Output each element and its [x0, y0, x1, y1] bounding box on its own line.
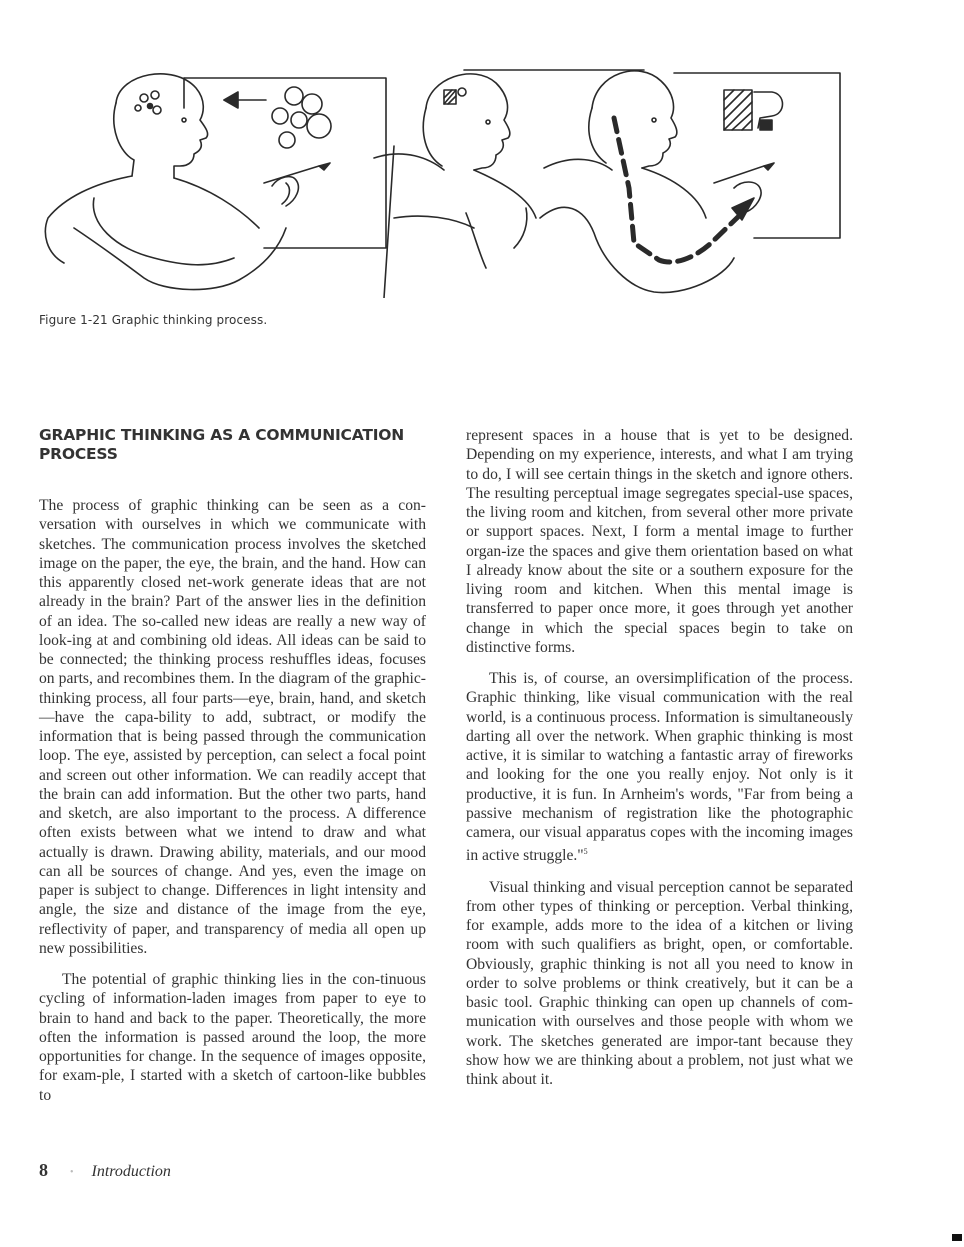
right-column [466, 426, 853, 1101]
paragraph-4: Visual thinking and visual perception cannot be separated from other types of thinking or perception. Verbal thinking, for example, adds more to the idea of a kitchen or living room with such qualifiers as bright, open, or comfortable. Obviously, graphic thinking is not all you need to know in order to solve problems or think creatively, but it can be a basic tool. Graphic thinking can open up channels of com-munication with ourselves and those people with whom we work. The sketches generated are impor-tant because they show how we are thinking about a problem, not just what we think about it. [466, 878, 853, 1089]
section-heading: GRAPHIC THINKING AS A COMMUNICATION PROCESS [39, 426, 405, 463]
panel-3-refined-sketch [540, 71, 840, 293]
section-name: Introduction [91, 1163, 171, 1180]
paragraph-2-start: The potential of graphic thinking lies in the con-tinuous cycling of information-laden images from paper to eye to brain to hand and back to the paper. Theoretically, the more often the information is passed around the loop, the more opportunities for change. In the sequence of images opposite, for exam-ple, I started with a sketch of cartoon-like bubbles to [39, 971, 426, 1104]
footer-separator: • [70, 1166, 74, 1178]
page-number: 8 [39, 1160, 48, 1180]
panel-1-bubble-sketch [45, 74, 386, 290]
paragraph-1: The process of graphic thinking can be seen as a con-versation with ourselves in which we communicate with sketches. The communication process involves the sketched image on the paper, the eye, the brain, and the hand. How can this apparently closed net-work generate ideas that are not already in the brain? Part of the answer lies in the definition of an idea. The so-called new ideas are really a new way of look-ing at and combining old ideas. All ideas can be said to be connected; the thinking process reshuffles ideas, focuses on parts, and recombines them. In the diagram of the graphic-thinking process, all four parts—eye, brain, hand, and sketch—have the capa-bility to add, subtract, or modify the information that is being passed through the communication loop. The eye, assisted by perception, can select a focal point and screen out other information. We can readily accept that the brain can add information. But the other two parts, hand and sketch, are also important to the process. A difference often exists between what we intend to draw and what actually is drawn. Drawing ability, materials, and our mood can all be sources of change. And yes, even the image on paper is subject to change. Differences in light intensity and angle, the size and distance of the image from the eye, reflectivity of paper, and transparency of media all open up new possibilities. [39, 497, 426, 957]
page-footer [39, 1160, 171, 1181]
graphic-thinking-figure [34, 48, 864, 298]
paragraph-3 [466, 669, 853, 866]
panel-2-perceptual-image [374, 70, 644, 298]
figure-caption: Figure 1-21 Graphic thinking process. [39, 313, 268, 327]
footnote-reference: 5 [583, 847, 588, 857]
scan-edge-mark [952, 1234, 962, 1241]
left-column [39, 426, 426, 1117]
paragraph-3-text: This is, of course, an oversimplification of the process. Graphic thinking, like visual communication with the real world, is a continuous process. Information is simultaneously darting all over the network. When graphic thinking is most active, it is similar to watching a fantastic array of fireworks and looking for the one you really enjoy. Not only is it productive, it is fun. In Arnheim's words, "Far from being a passive mechanism of registration like the photographic camera, our visual apparatus copes with the incoming images in active struggle." [466, 670, 853, 865]
paragraph-2-continued: represent spaces in a house that is yet to be designed. Depending on my experience, interests, and what I am trying to do, I will see certain things in the sketch and ignore others. The resulting perceptual image segregates special-use spaces, the living room and kitchen, from several other more private or support spaces. Next, I form a mental image to further organ-ize the spaces and give them orientation based on what I already know about the site or a southern exposure for the living room and kitchen. When this mental image is transferred to paper once more, it goes through yet another change in which the special spaces begin to take on distinctive forms. [466, 427, 853, 656]
